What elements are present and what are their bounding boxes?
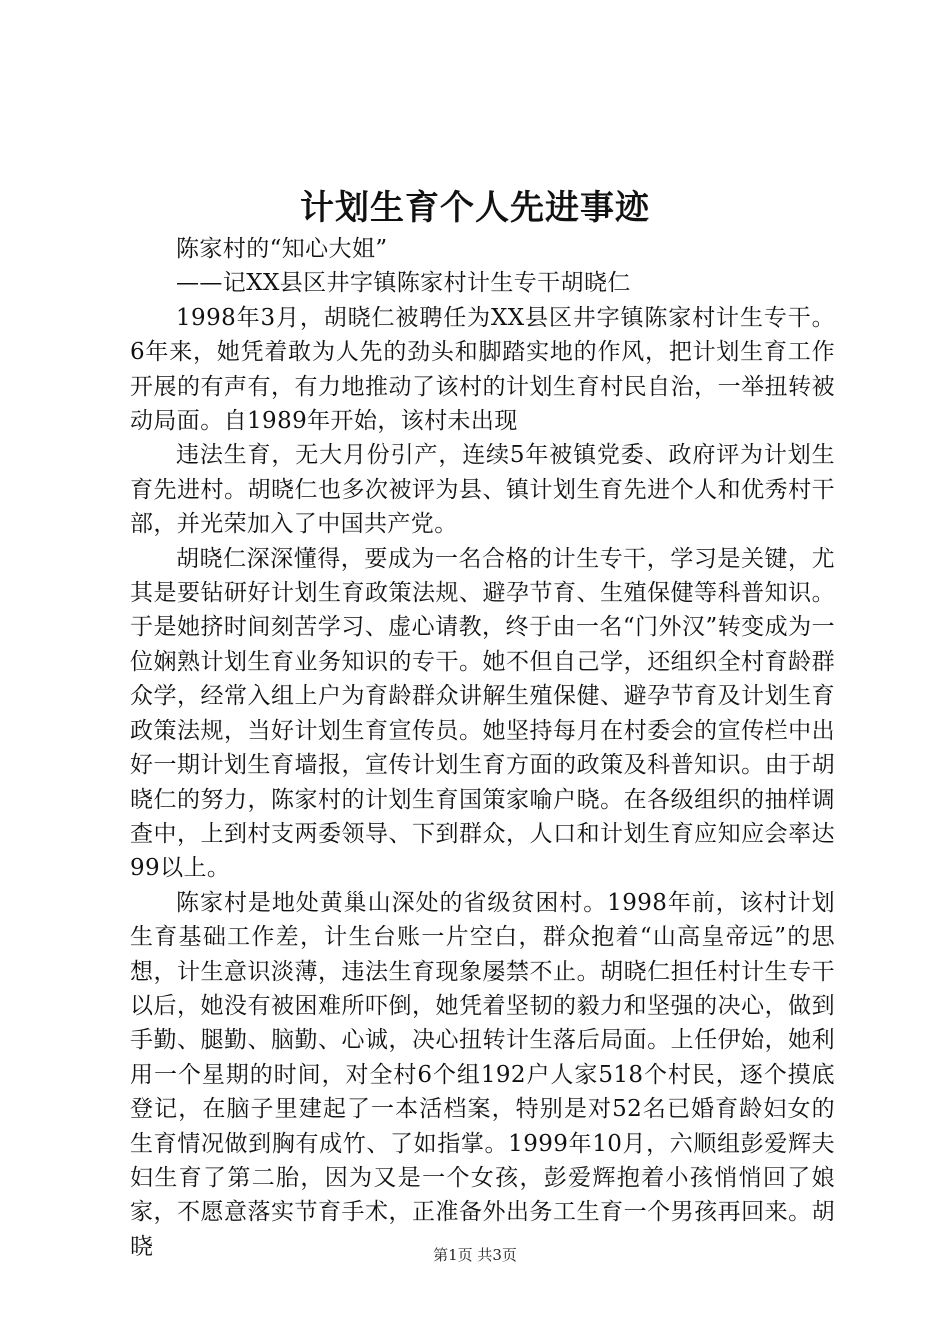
document-title: 计划生育个人先进事迹: [300, 188, 650, 228]
paragraph-3: 胡晓仁深深懂得，要成为一名合格的计生专干，学习是关键，尤其是要钻研好计划生育政策法规、避孕节育、生殖保健等科普知识。于是她挤时间刻苦学习、虚心请教，终于由一名“门外汉”转变成为一位娴熟计划生育业务知识的专干。她不但自己学，还组织全村育龄群众学，经常入组上户为育龄群众讲解生殖保健、避孕节育及计划生育政策法规，当好计划生育宣传员。她坚持每月在村委会的宣传栏中出好一期计划生育墙报，宣传计划生育方面的政策及科普知识。由于胡晓仁的努力，陈家村的计划生育国策家喻户晓。在各级组织的抽样调查中，上到村支两委领导、下到群众，人口和计划生育应知应会率达99以上。: [130, 545, 835, 882]
paragraph-1: 1998年3月，胡晓仁被聘任为XX县区井字镇陈家村计生专干。6年来，她凭着敢为人先的劲头和脚踏实地的作风，把计划生育工作开展的有声有，有力地推动了该村的计划生育村民自治，一举扭转被动局面。自1989年开始，该村未出现: [130, 304, 835, 435]
document-body: [130, 232, 835, 1264]
page-footer: 第1页 共3页: [433, 1246, 517, 1264]
paragraph-4: 陈家村是地处黄巢山深处的省级贫困村。1998年前，该村计划生育基础工作差，计生台账一片空白，群众抱着“山高皇帝远”的思想，计生意识淡薄，违法生育现象屡禁不止。胡晓仁担任村计生专干以后，她没有被困难所吓倒，她凭着坚韧的毅力和坚强的决心，做到手勤、腿勤、脑勤、心诚，决心扭转计生落后局面。上任伊始，她利用一个星期的时间，对全村6个组192户人家518个村民，逐个摸底登记，在脑子里建起了一本活档案，特别是对52名已婚育龄妇女的生育情况做到胸有成竹、了如指掌。1999年10月，六顺组彭爱辉夫妇生育了第二胎，因为又是一个女孩，彭爱辉抱着小孩悄悄回了娘家，不愿意落实节育手术，正准备外出务工生育一个男孩再回来。胡晓: [130, 889, 835, 1260]
subtitle: 陈家村的“知心大姐”: [176, 236, 388, 262]
paragraph-2: 违法生育，无大月份引产，连续5年被镇党委、政府评为计划生育先进村。胡晓仁也多次被评为县、镇计划生育先进个人和优秀村干部，并光荣加入了中国共产党。: [130, 442, 835, 538]
byline: ——记XX县区井字镇陈家村计生专干胡晓仁: [176, 270, 631, 297]
